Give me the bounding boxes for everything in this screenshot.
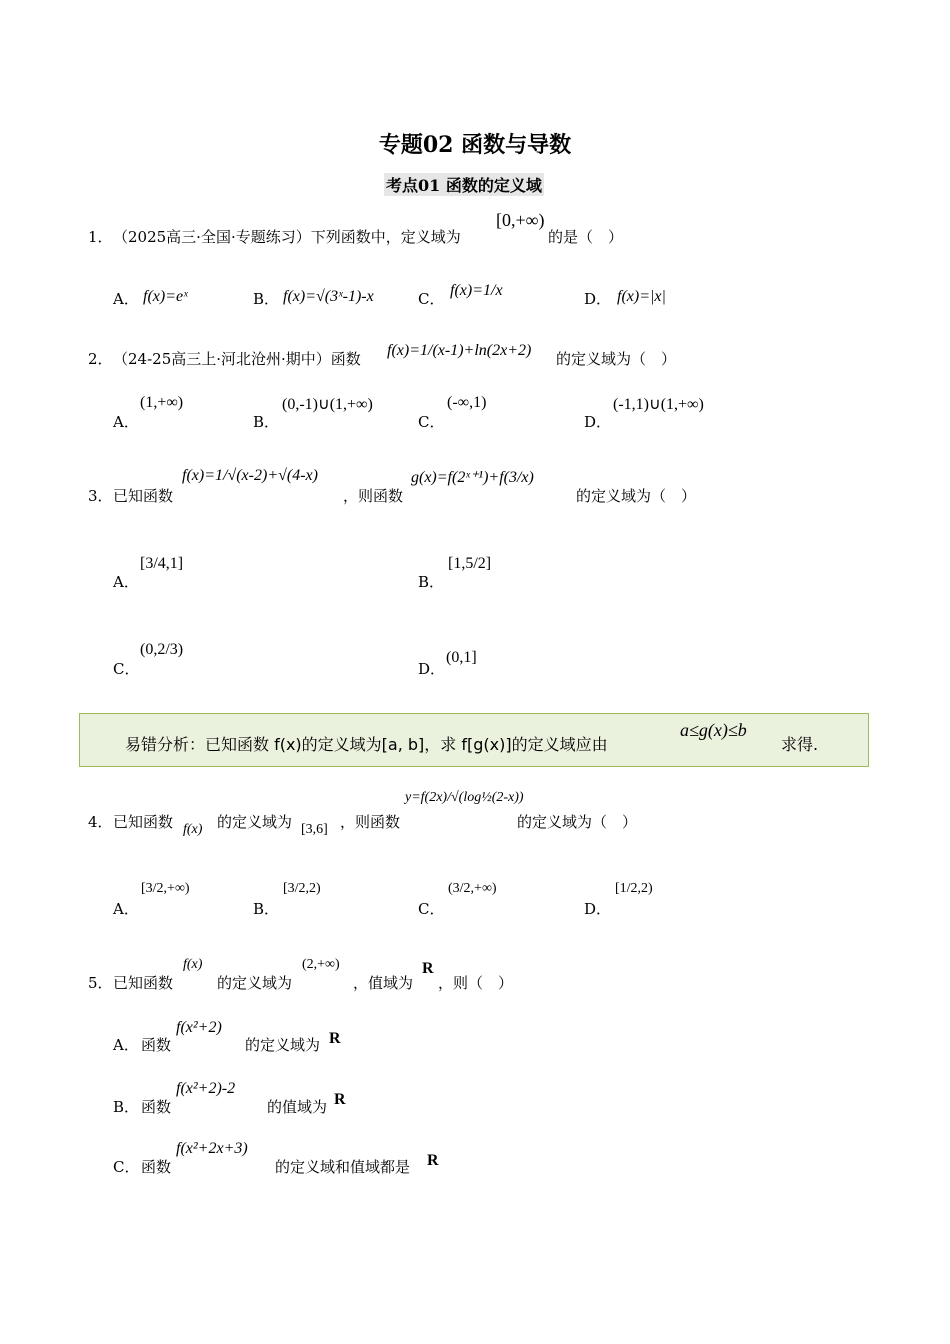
q1-option-b-label: B． <box>253 290 280 308</box>
q5-option-c-post: 的定义域和值域都是 <box>275 1158 411 1176</box>
q3-option-a-label: A． <box>113 573 139 591</box>
q2-option-b-label: B． <box>253 413 280 431</box>
q5-option-c-label: C． <box>113 1158 140 1176</box>
q4-f-math: f(x) <box>183 822 203 837</box>
q4-interval-math: [3,6] <box>301 822 328 837</box>
error-analysis-math: a≤g(x)≤b <box>680 720 747 740</box>
q3-mid: ，则函数 <box>343 487 404 505</box>
q4-number: 4． <box>88 813 113 831</box>
q3-option-b-math: [1,5/2] <box>448 555 492 572</box>
q4-option-d-math: [1/2,2) <box>615 881 653 896</box>
q5-option-a-math: f(x²+2) <box>176 1019 222 1036</box>
q4-stem: 已知函数 <box>113 813 174 831</box>
q2-stem: （24-25高三上·河北沧州·期中）函数 <box>113 350 361 368</box>
error-analysis-end: 求得. <box>781 735 819 754</box>
q5-option-b-post: 的值域为 <box>267 1098 328 1116</box>
q5-option-a-post: 的定义域为 <box>245 1036 321 1054</box>
page-title: 专题02 函数与导数 <box>378 132 572 158</box>
q3-option-a-math: [3/4,1] <box>140 555 184 572</box>
q4-option-c-math: (3/2,+∞) <box>448 881 497 896</box>
q3-option-d-math: (0,1] <box>446 649 477 666</box>
q5-f-math: f(x) <box>183 957 203 972</box>
q4-option-d-label: D． <box>584 900 612 918</box>
q5-option-c-r: R <box>427 1152 439 1169</box>
q4-option-a-math: [3/2,+∞) <box>141 881 190 896</box>
q2-option-c-math: (-∞,1) <box>447 394 487 411</box>
q2-option-c-label: C． <box>418 413 445 431</box>
q5-option-b-math: f(x²+2)-2 <box>176 1080 236 1097</box>
q3-option-b-label: B． <box>418 573 445 591</box>
q2-option-d-math: (-1,1)∪(1,+∞) <box>613 396 704 413</box>
q1-stem: （2025高三·全国·专题练习）下列函数中，定义域为 <box>113 228 461 246</box>
q5-option-a-r: R <box>329 1030 341 1047</box>
q2-tail: 的定义域为（ ） <box>556 350 677 368</box>
q3-option-c-math: (0,2/3) <box>140 641 184 658</box>
q4-tail: 的定义域为（ ） <box>517 813 638 831</box>
q1-option-a-math: f(x)=eˣ <box>143 288 188 305</box>
q3-option-c-label: C． <box>113 660 140 678</box>
q3-option-d-label: D． <box>418 660 446 678</box>
q2-function-math: f(x)=1/(x-1)+ln(2x+2) <box>387 342 532 359</box>
q4-option-b-math: [3/2,2) <box>283 881 321 896</box>
q1-option-c-label: C． <box>418 290 445 308</box>
q3-f-math: f(x)=1/√(x-2)+√(4-x) <box>182 467 318 484</box>
q2-option-d-label: D． <box>584 413 612 431</box>
q1-tail: 的是（ ） <box>548 228 624 246</box>
q2-number: 2． <box>88 350 113 368</box>
q2-option-b-math: (0,-1)∪(1,+∞) <box>282 396 373 413</box>
q3-g-math: g(x)=f(2ˣ⁺¹)+f(3/x) <box>411 469 534 486</box>
q3-tail: 的定义域为（ ） <box>576 487 697 505</box>
q5-option-a-pre: 函数 <box>141 1036 172 1054</box>
q1-option-d-label: D． <box>584 290 612 308</box>
error-analysis-text: 易错分析：已知函数 f(x)的定义域为[a, b]，求 f[g(x)]的定义域应由 <box>125 735 608 754</box>
q5-number: 5． <box>88 974 113 992</box>
q5-option-b-r: R <box>334 1091 346 1108</box>
q4-option-a-label: A． <box>113 900 139 918</box>
q3-number: 3． <box>88 487 113 505</box>
q5-option-b-label: B． <box>113 1098 140 1116</box>
q4-mid2: ，则函数 <box>340 813 401 831</box>
q1-option-a-label: A． <box>113 290 139 308</box>
q1-option-c-math: f(x)=1/x <box>450 282 503 299</box>
q5-mid1: 的定义域为 <box>217 974 293 992</box>
q5-range-math: R <box>422 960 434 977</box>
q1-domain-math: [0,+∞) <box>496 210 545 230</box>
q5-option-b-pre: 函数 <box>141 1098 172 1116</box>
q1-option-b-math: f(x)=√(3ˣ-1)-x <box>283 288 374 305</box>
q1-number: 1． <box>88 228 113 246</box>
q4-mid1: 的定义域为 <box>217 813 293 831</box>
q5-domain-math: (2,+∞) <box>302 957 340 972</box>
q4-option-b-label: B． <box>253 900 280 918</box>
q3-stem: 已知函数 <box>113 487 174 505</box>
q5-mid2: ，值域为 <box>353 974 414 992</box>
section-subtitle: 考点01 函数的定义域 <box>384 173 544 196</box>
q5-stem: 已知函数 <box>113 974 174 992</box>
q5-option-c-pre: 函数 <box>141 1158 172 1176</box>
q4-option-c-label: C． <box>418 900 445 918</box>
q2-option-a-math: (1,+∞) <box>140 394 184 411</box>
q5-tail: ，则（ ） <box>438 974 514 992</box>
q4-y-math: y=f(2x)/√(log½(2-x)) <box>405 790 524 805</box>
q2-option-a-label: A． <box>113 413 139 431</box>
q1-option-d-math: f(x)=|x| <box>617 288 666 305</box>
q5-option-c-math: f(x²+2x+3) <box>176 1140 248 1157</box>
q5-option-a-label: A． <box>113 1036 139 1054</box>
